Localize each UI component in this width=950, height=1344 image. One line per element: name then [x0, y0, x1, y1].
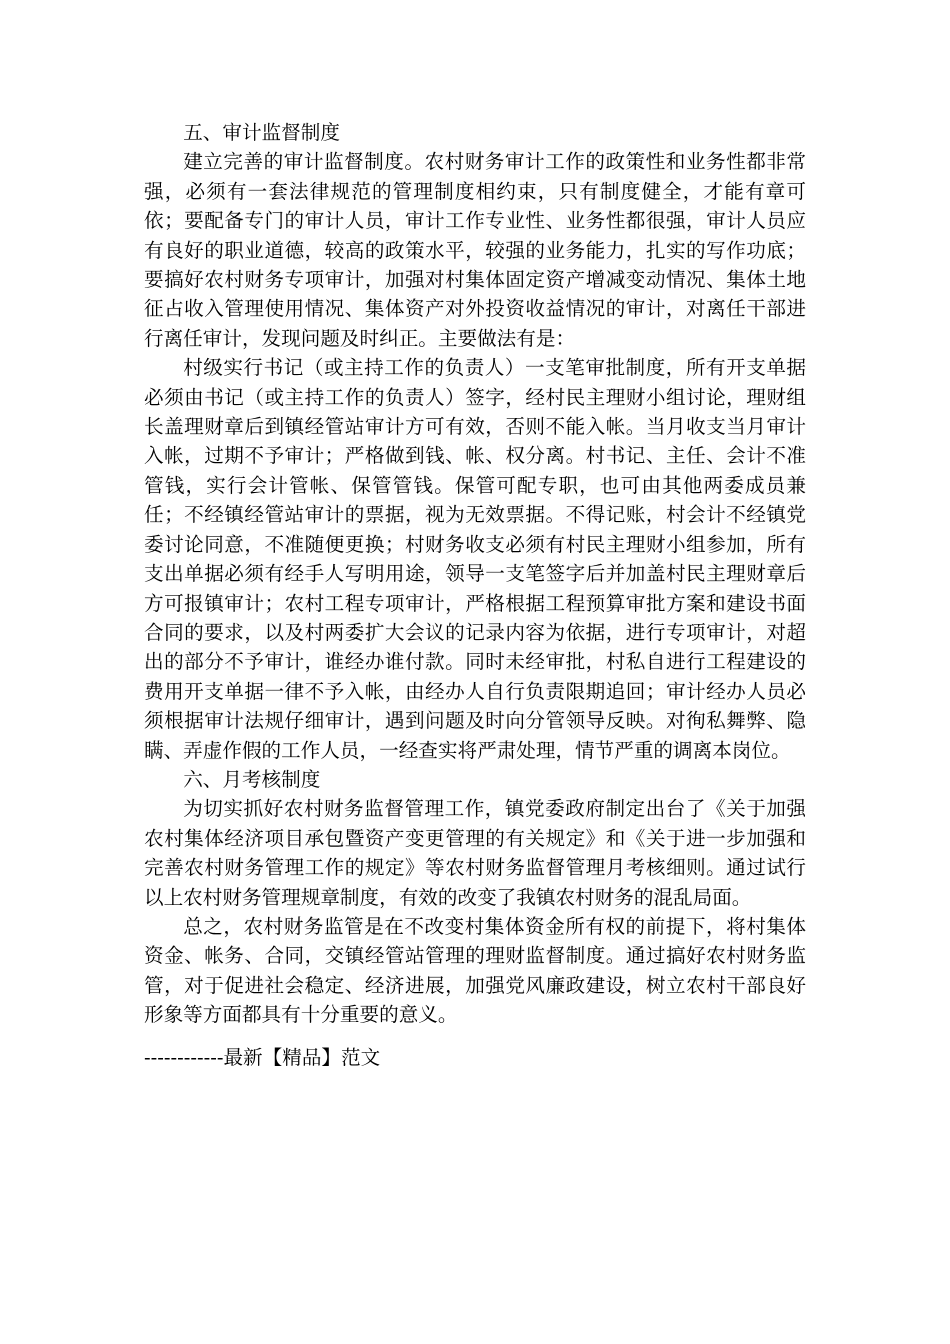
- footer-note: ------------最新【精品】范文: [144, 1046, 381, 1069]
- paragraph-audit-system: 建立完善的审计监督制度。农村财务审计工作的政策性和业务性都非常强，必须有一套法律规范的管理制度相约束，只有制度健全，才能有章可依；要配备专门的审计人员，审计工作专业性、业务性都很强，审计人员应有良好的职业道德，较高的政策水平，较强的业务能力，扎实的写作功底；要搞好农村财务专项审计，加强对村集体固定资产增减变动情况、集体土地征占收入管理使用情况、集体资产对外投资收益情况的审计，对离任干部进行离任审计，发现问题及时纠正。主要做法有是：: [144, 150, 806, 350]
- document-body: [144, 118, 806, 1030]
- section-heading-audit-supervision: 五、审计监督制度: [183, 121, 340, 144]
- paragraph-conclusion: 总之，农村财务监管是在不改变村集体资金所有权的前提下，将村集体资金、帐务、合同，交镇经管站管理的理财监督制度。通过搞好农村财务监管，对于促进社会稳定、经济进展，加强党风廉政建设，树立农村干部良好形象等方面都具有十分重要的意义。: [144, 914, 806, 1027]
- paragraph-audit-practices: 村级实行书记（或主持工作的负责人）一支笔审批制度，所有开支单据必须由书记（或主持工作的负责人）签字，经村民主理财小组讨论，理财组长盖理财章后到镇经管站审计方可有效，否则不能入帐。当月收支当月审计入帐，过期不予审计；严格做到钱、帐、权分离。村书记、主任、会计不准管钱，实行会计管帐、保管管钱。保管可配专职，也可由其他两委成员兼任；不经镇经管站审计的票据，视为无效票据。不得记账，村会计不经镇党委讨论同意，不准随便更换；村财务收支必须有村民主理财小组参加，所有支出单据必须有经手人写明用途，领导一支笔签字后并加盖村民主理财章后方可报镇审计；农村工程专项审计，严格根据工程预算审批方案和建设书面合同的要求，以及村两委扩大会议的记录内容为依据，进行专项审计，对超出的部分不予审计，谁经办谁付款。同时未经审批，村私自进行工程建设的费用开支单据一律不予入帐，由经办人自行负责限期追回；审计经办人员必须根据审计法规仔细审计，遇到问题及时向分管领导反映。对徇私舞弊、隐瞒、弄虚作假的工作人员，一经查实将严肃处理，情节严重的调离本岗位。: [144, 356, 806, 762]
- paragraph-monthly-assessment: 为切实抓好农村财务监督管理工作，镇党委政府制定出台了《关于加强农村集体经济项目承包暨资产变更管理的有关规定》和《关于进一步加强和完善农村财务管理工作的规定》等农村财务监督管理月考核细则。通过试行以上农村财务管理规章制度，有效的改变了我镇农村财务的混乱局面。: [144, 797, 806, 909]
- section-heading-monthly-assessment: 六、月考核制度: [183, 767, 321, 791]
